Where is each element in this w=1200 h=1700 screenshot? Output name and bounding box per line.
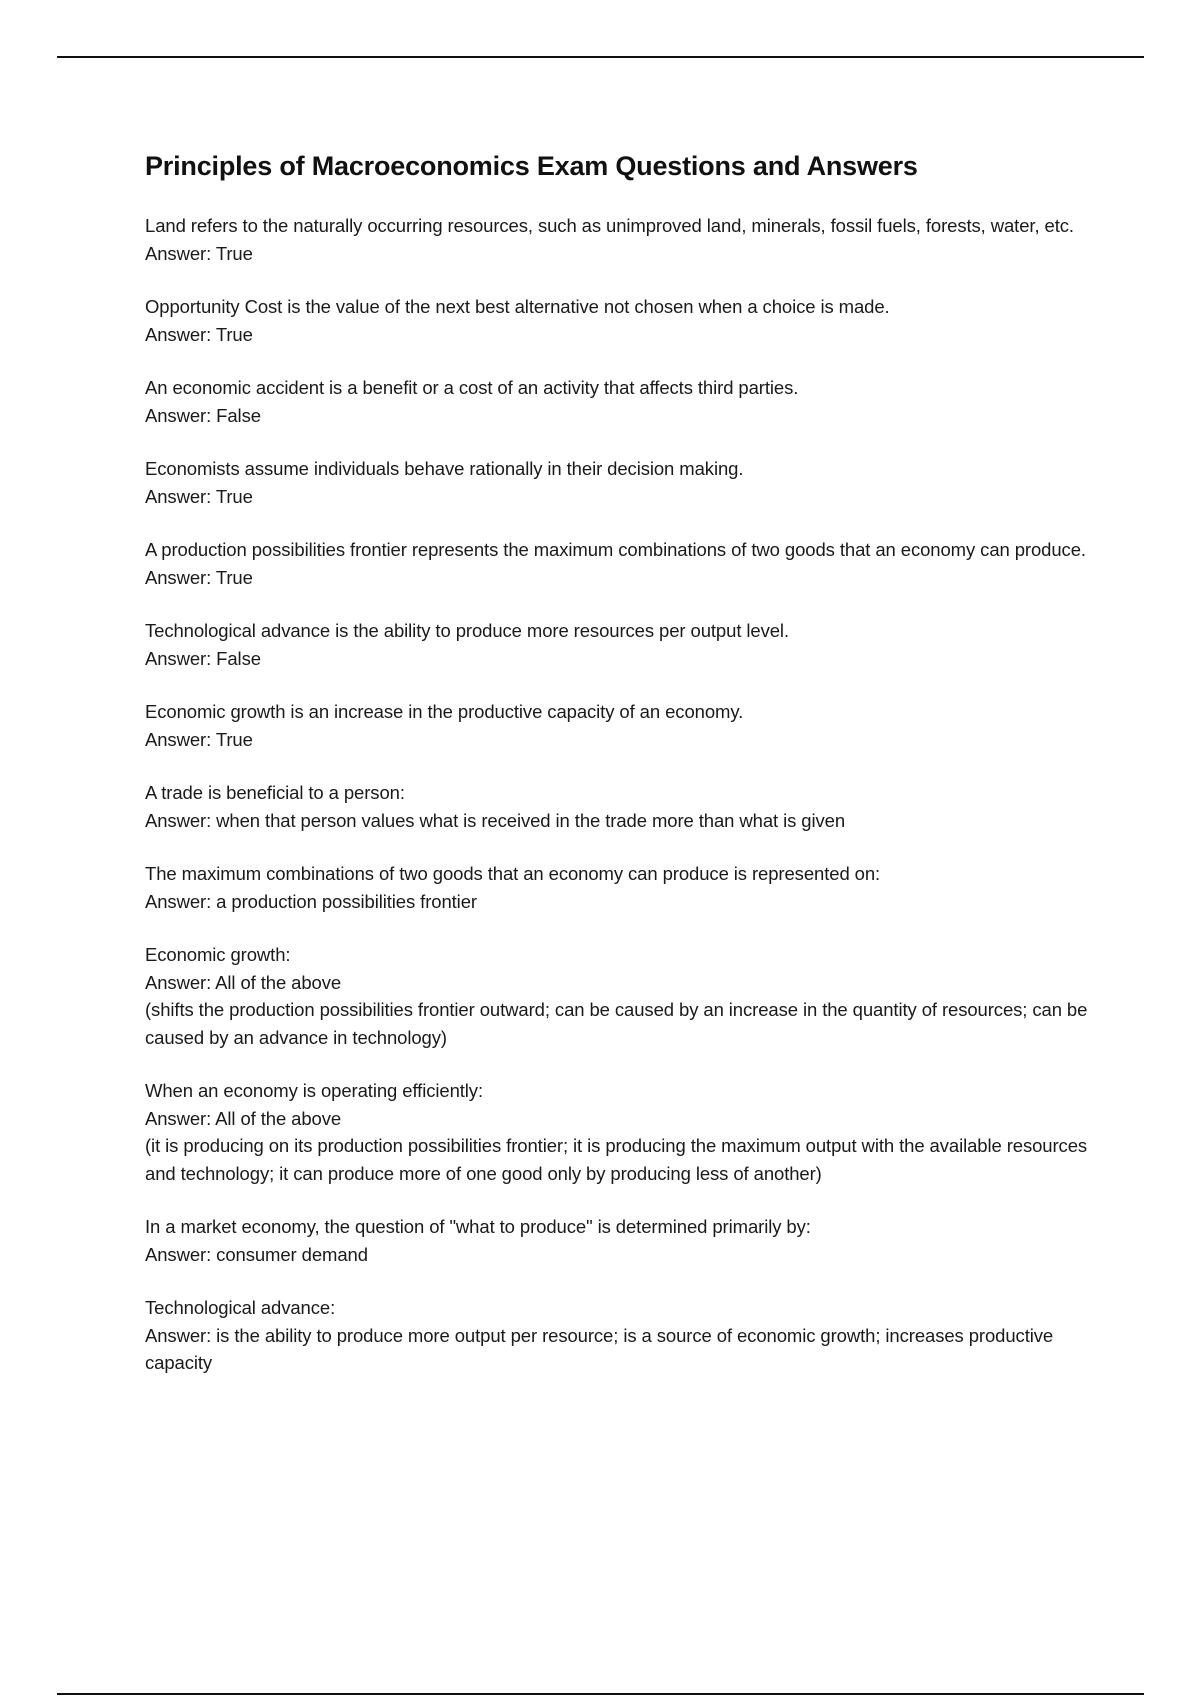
qa-list (145, 212, 1090, 1377)
answer-text: Answer: consumer demand (145, 1243, 368, 1265)
answer-text: Answer: True (145, 566, 253, 588)
answer-text: Answer: a production possibilities frontier (145, 890, 477, 912)
qa-item (145, 374, 1090, 429)
document-body (145, 148, 1090, 1403)
document-title: Principles of Macroeconomics Exam Questions and Answers (145, 151, 918, 181)
question-text: The maximum combinations of two goods that an economy can produce is represented on: (145, 863, 881, 884)
qa-item (145, 1077, 1090, 1187)
answer-text: Answer: True (145, 242, 253, 264)
top-rule (57, 56, 1144, 58)
question-text: In a market economy, the question of "what to produce" is determined primarily by: (145, 1216, 811, 1237)
answer-text: Answer: False (145, 647, 261, 669)
question-text: Technological advance: (145, 1297, 336, 1318)
qa-item (145, 1213, 1090, 1268)
qa-item (145, 212, 1090, 267)
answer-text: Answer: True (145, 728, 253, 750)
answer-text: Answer: is the ability to produce more output per resource; is a source of economic growth; increases productive capacity (145, 1324, 1054, 1373)
qa-item (145, 779, 1090, 834)
qa-item (145, 293, 1090, 348)
qa-item (145, 941, 1090, 1051)
question-text: A production possibilities frontier represents the maximum combinations of two goods that an economy can produce. (145, 539, 1086, 560)
answer-text: Answer: False (145, 404, 261, 426)
qa-item (145, 455, 1090, 510)
qa-item (145, 698, 1090, 753)
answer-explanation: (it is producing on its production possibilities frontier; it is producing the maximum output with the available resources and technology; it can produce more of one good only by producing less of another) (145, 1135, 1088, 1184)
question-text: Opportunity Cost is the value of the next best alternative not chosen when a choice is made. (145, 296, 890, 317)
question-text: Economic growth: (145, 944, 291, 965)
answer-text: Answer: True (145, 485, 253, 507)
question-text: Economists assume individuals behave rationally in their decision making. (145, 458, 744, 479)
bottom-rule (57, 1693, 1144, 1695)
question-text: Land refers to the naturally occurring resources, such as unimproved land, minerals, fossil fuels, forests, water, etc. (145, 215, 1074, 236)
answer-text: Answer: True (145, 323, 253, 345)
qa-item (145, 1294, 1090, 1377)
qa-item (145, 617, 1090, 672)
answer-text: Answer: All of the above (145, 971, 342, 993)
answer-text: Answer: when that person values what is received in the trade more than what is given (145, 809, 846, 831)
answer-explanation: (shifts the production possibilities frontier outward; can be caused by an increase in the quantity of resources; can be caused by an advance in technology) (145, 999, 1088, 1048)
question-text: An economic accident is a benefit or a cost of an activity that affects third parties. (145, 377, 799, 398)
answer-text: Answer: All of the above (145, 1107, 342, 1129)
question-text: Economic growth is an increase in the productive capacity of an economy. (145, 701, 744, 722)
qa-item (145, 536, 1090, 591)
question-text: Technological advance is the ability to produce more resources per output level. (145, 620, 789, 641)
question-text: When an economy is operating efficiently: (145, 1080, 483, 1101)
question-text: A trade is beneficial to a person: (145, 782, 405, 803)
qa-item (145, 860, 1090, 915)
